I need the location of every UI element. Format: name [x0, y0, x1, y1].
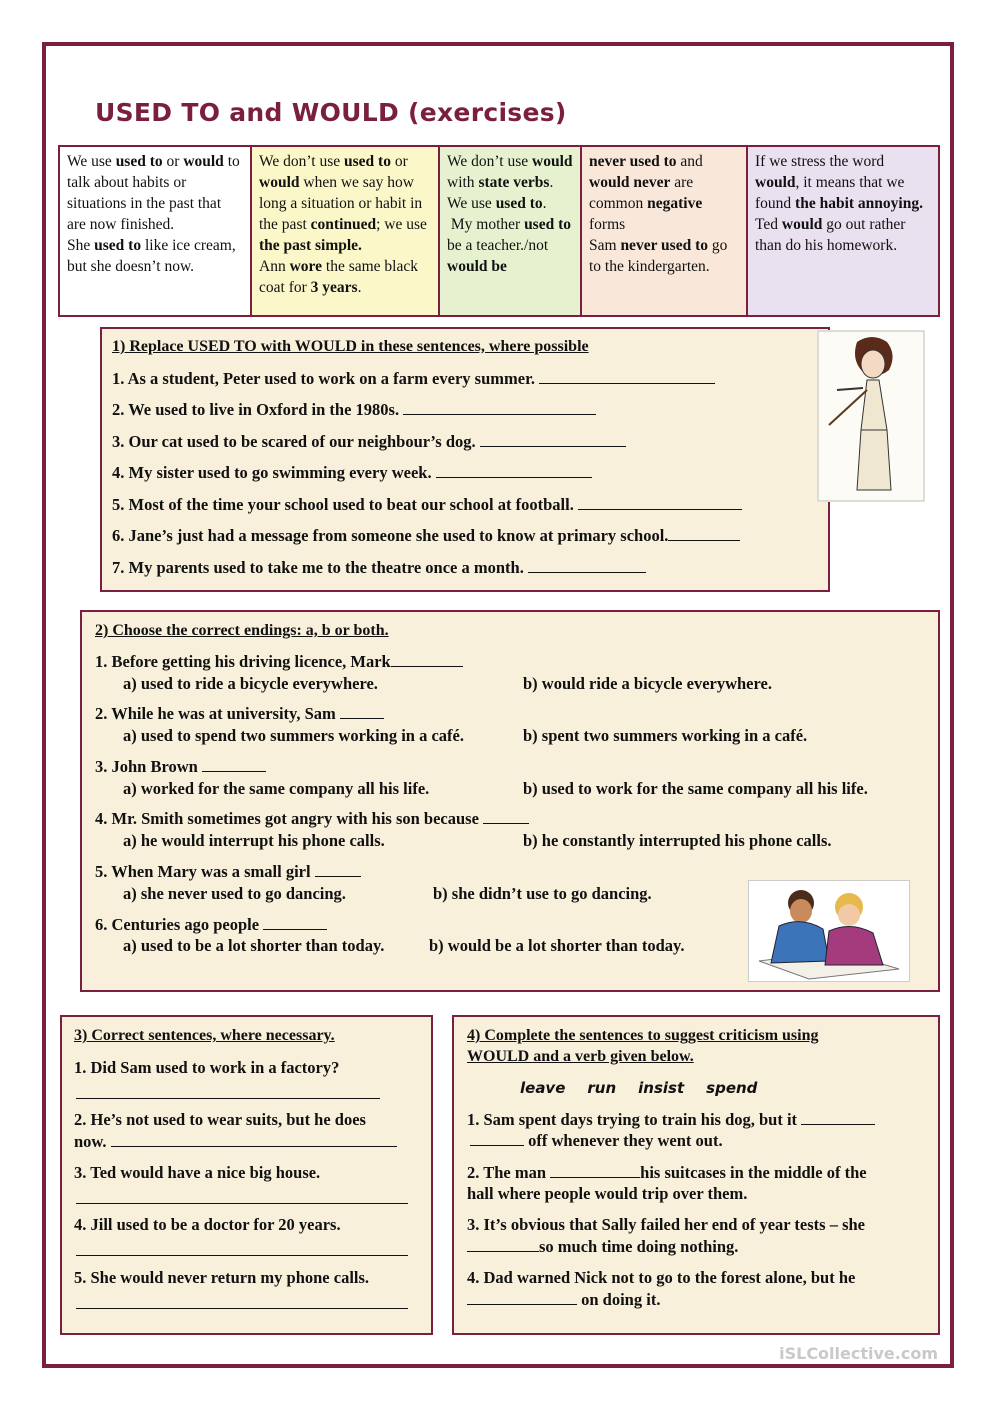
exercise-4-item-3-cont: so much time doing nothing.	[467, 1237, 738, 1257]
exercise-2-option-5b[interactable]: b) she didn’t use to go dancing.	[433, 884, 652, 903]
exercise-2-option-2a[interactable]: a) used to spend two summers working in a café.	[123, 726, 465, 745]
exercise-2-question-6: 6. Centuries ago people	[95, 915, 327, 935]
exercise-1-item-5: 5. Most of the time your school used to beat our school at football.	[112, 495, 742, 515]
exercise-1-box	[100, 327, 830, 592]
grammar-cell-4: never used to and would never are common negative forms Sam never used to go to the kindergarten.	[580, 145, 748, 317]
exercise-2-question-2: 2. While he was at university, Sam	[95, 704, 384, 724]
exercise-4-heading-line-1: 4) Complete the sentences to suggest criticism using	[467, 1027, 819, 1044]
exercise-2-box	[80, 610, 940, 992]
exercise-4-item-4-cont: on doing it.	[467, 1290, 660, 1310]
exercise-3-item-5: 5. She would never return my phone calls.	[74, 1268, 370, 1287]
answer-line[interactable]	[76, 1202, 408, 1204]
page-title: USED TO and WOULD (exercises)	[95, 98, 567, 127]
exercise-4-item-3: 3. It’s obvious that Sally failed her end of year tests – she	[467, 1215, 865, 1234]
answer-blank[interactable]	[111, 1145, 397, 1147]
answer-blank[interactable]	[801, 1123, 875, 1125]
exercise-2-option-3a[interactable]: a) worked for the same company all his life.	[123, 779, 430, 798]
exercise-2-option-6b[interactable]: b) would be a lot shorter than today.	[429, 936, 685, 955]
exercise-3-heading: 3) Correct sentences, where necessary.	[74, 1027, 335, 1044]
exercise-2-option-1a[interactable]: a) used to ride a bicycle everywhere.	[123, 674, 378, 693]
exercise-2-option-4a[interactable]: a) he would interrupt his phone calls.	[123, 831, 385, 850]
exercise-4-item-1-cont: off whenever they went out.	[470, 1131, 723, 1151]
exercise-3-item-4: 4. Jill used to be a doctor for 20 years.	[74, 1215, 341, 1234]
exercise-1-item-2: 2. We used to live in Oxford in the 1980s.	[112, 400, 596, 420]
exercise-2-option-5a[interactable]: a) she never used to go dancing.	[123, 884, 346, 903]
exercise-2-option-2b[interactable]: b) spent two summers working in a café.	[523, 726, 808, 745]
answer-blank[interactable]	[340, 717, 384, 719]
answer-blank[interactable]	[480, 445, 626, 447]
exercise-2-option-3b[interactable]: b) used to work for the same company all his life.	[523, 779, 868, 798]
answer-blank[interactable]	[315, 875, 361, 877]
students-illustration	[748, 880, 910, 982]
answer-blank[interactable]	[263, 928, 327, 930]
answer-line[interactable]	[76, 1097, 380, 1099]
exercise-2-option-1b[interactable]: b) would ride a bicycle everywhere.	[523, 674, 772, 693]
answer-blank[interactable]	[528, 571, 646, 573]
answer-blank[interactable]	[578, 508, 742, 510]
verb-insist: insist	[638, 1079, 685, 1097]
answer-line[interactable]	[76, 1254, 408, 1256]
grammar-cell-2: We don’t use used to or would when we say how long a situation or habit in the past continued; we use the past simple. Ann wore the same black coat for 3 years.	[250, 145, 440, 317]
exercise-3-box	[60, 1015, 433, 1335]
grammar-cell-1: We use used to or would to talk about habits or situations in the past that are now finished. She used to like ice cream, but she doesn’t now.	[58, 145, 252, 317]
exercise-2-question-4: 4. Mr. Smith sometimes got angry with his son because	[95, 809, 529, 829]
verb-bank	[520, 1079, 779, 1098]
grammar-table	[60, 145, 940, 317]
exercise-1-item-3: 3. Our cat used to be scared of our neighbour’s dog.	[112, 432, 626, 452]
exercise-2-question-3: 3. John Brown	[95, 757, 266, 777]
grammar-cell-5: If we stress the word would, it means that we found the habit annoying. Ted would go out rather than do his homework.	[746, 145, 940, 317]
grammar-cell-3: We don’t use would with state verbs. We use used to. My mother used to be a teacher./not would be	[438, 145, 582, 317]
exercise-4-item-2: 2. The man his suitcases in the middle of the	[467, 1163, 867, 1182]
exercise-4-item-4: 4. Dad warned Nick not to go to the forest alone, but he	[467, 1268, 856, 1287]
exercise-3-item-3: 3. Ted would have a nice big house.	[74, 1163, 321, 1182]
exercise-3-item-2-cont: now.	[74, 1132, 397, 1152]
answer-blank[interactable]	[403, 413, 596, 415]
answer-blank[interactable]	[467, 1250, 539, 1252]
answer-blank[interactable]	[668, 539, 740, 541]
exercise-1-item-1: 1. As a student, Peter used to work on a farm every summer.	[112, 369, 715, 389]
watermark: iSLCollective.com	[779, 1344, 938, 1363]
answer-blank[interactable]	[470, 1144, 524, 1146]
exercise-1-heading: 1) Replace USED TO with WOULD in these sentences, where possible	[112, 338, 589, 355]
exercise-2-option-6a[interactable]: a) used to be a lot shorter than today.	[123, 936, 385, 955]
answer-blank[interactable]	[202, 770, 266, 772]
exercise-1-item-6: 6. Jane’s just had a message from someone she used to know at primary school.	[112, 526, 740, 546]
answer-blank[interactable]	[391, 665, 463, 667]
exercise-3-item-1: 1. Did Sam used to work in a factory?	[74, 1058, 340, 1077]
exercise-1-item-7: 7. My parents used to take me to the theatre once a month.	[112, 558, 646, 578]
exercise-2-heading: 2) Choose the correct endings: a, b or both.	[95, 622, 389, 639]
exercise-4-box	[452, 1015, 940, 1335]
verb-run: run	[587, 1079, 617, 1097]
teacher-illustration	[817, 330, 925, 502]
exercise-4-heading-line-2: WOULD and a verb given below.	[467, 1048, 694, 1065]
exercise-4-item-2-cont: hall where people would trip over them.	[467, 1184, 748, 1203]
answer-line[interactable]	[76, 1307, 408, 1309]
exercise-3-item-2: 2. He’s not used to wear suits, but he does	[74, 1110, 366, 1129]
answer-blank[interactable]	[467, 1303, 577, 1305]
exercise-2-question-5: 5. When Mary was a small girl	[95, 862, 361, 882]
answer-blank[interactable]	[539, 382, 715, 384]
answer-blank[interactable]	[483, 822, 529, 824]
verb-spend: spend	[706, 1079, 758, 1097]
exercise-2-option-4b[interactable]: b) he constantly interrupted his phone calls.	[523, 831, 832, 850]
exercise-1-item-4: 4. My sister used to go swimming every week.	[112, 463, 592, 483]
verb-leave: leave	[520, 1079, 566, 1097]
exercise-2-question-1: 1. Before getting his driving licence, Mark	[95, 652, 463, 672]
answer-blank[interactable]	[550, 1176, 640, 1178]
exercise-4-item-1: 1. Sam spent days trying to train his dog, but it	[467, 1110, 875, 1130]
answer-blank[interactable]	[436, 476, 592, 478]
